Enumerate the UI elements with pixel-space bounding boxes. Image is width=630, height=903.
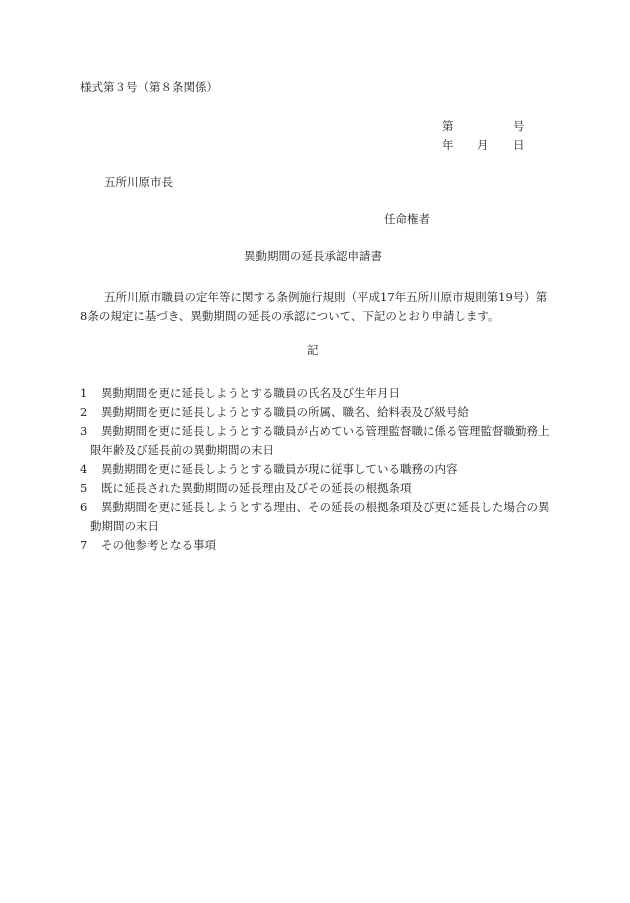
item-number: 7: [80, 538, 88, 552]
date-month-label: 月: [477, 138, 489, 152]
item-number: 4: [80, 462, 88, 476]
item-number: 5: [80, 481, 88, 495]
addressee: 五所川原市長: [104, 175, 173, 189]
list-item: [80, 498, 555, 536]
item-text: 異動期間を更に延長しようとする理由、その延長の根拠条項及び更に延長した場合の異動期間の末日: [90, 500, 550, 533]
list-item: [80, 422, 555, 460]
item-number: 1: [80, 386, 88, 400]
item-text: 既に延長された異動期間の延長理由及びその延長の根拠条項: [101, 481, 412, 495]
item-text: その他参考となる事項: [101, 538, 216, 552]
document-number-prefix: 第: [442, 119, 454, 133]
list-item: [80, 536, 555, 555]
item-number: 3: [80, 424, 88, 438]
appointing-authority: 任命権者: [384, 212, 430, 226]
item-text: 異動期間を更に延長しようとする職員の氏名及び生年月日: [101, 386, 400, 400]
item-text: 異動期間を更に延長しようとする職員が占めている管理監督職に係る管理監督職勤務上限年齢及び延長前の異動期間の末日: [90, 424, 550, 457]
item-number: 6: [80, 500, 88, 514]
item-text: 異動期間を更に延長しようとする職員が現に従事している職務の内容: [101, 462, 458, 476]
body-paragraph: 五所川原市職員の定年等に関する条例施行規則（平成17年五所川原市規則第19号）第8条の規定に基づき、異動期間の延長の承認について、下記のとおり申請します。: [80, 290, 548, 323]
item-number: 2: [80, 405, 88, 419]
form-number: 様式第３号（第８条関係）: [80, 80, 218, 94]
list-item: [80, 384, 555, 403]
item-list: [80, 384, 555, 555]
document-number-suffix: 号: [513, 119, 525, 133]
date-year-label: 年: [442, 138, 454, 152]
ki-heading: 記: [307, 343, 319, 357]
document-title: 異動期間の延長承認申請書: [244, 249, 382, 263]
list-item: [80, 403, 555, 422]
item-text: 異動期間を更に延長しようとする職員の所属、職名、給料表及び級号給: [101, 405, 469, 419]
list-item: [80, 479, 555, 498]
list-item: [80, 460, 555, 479]
date-day-label: 日: [513, 138, 525, 152]
